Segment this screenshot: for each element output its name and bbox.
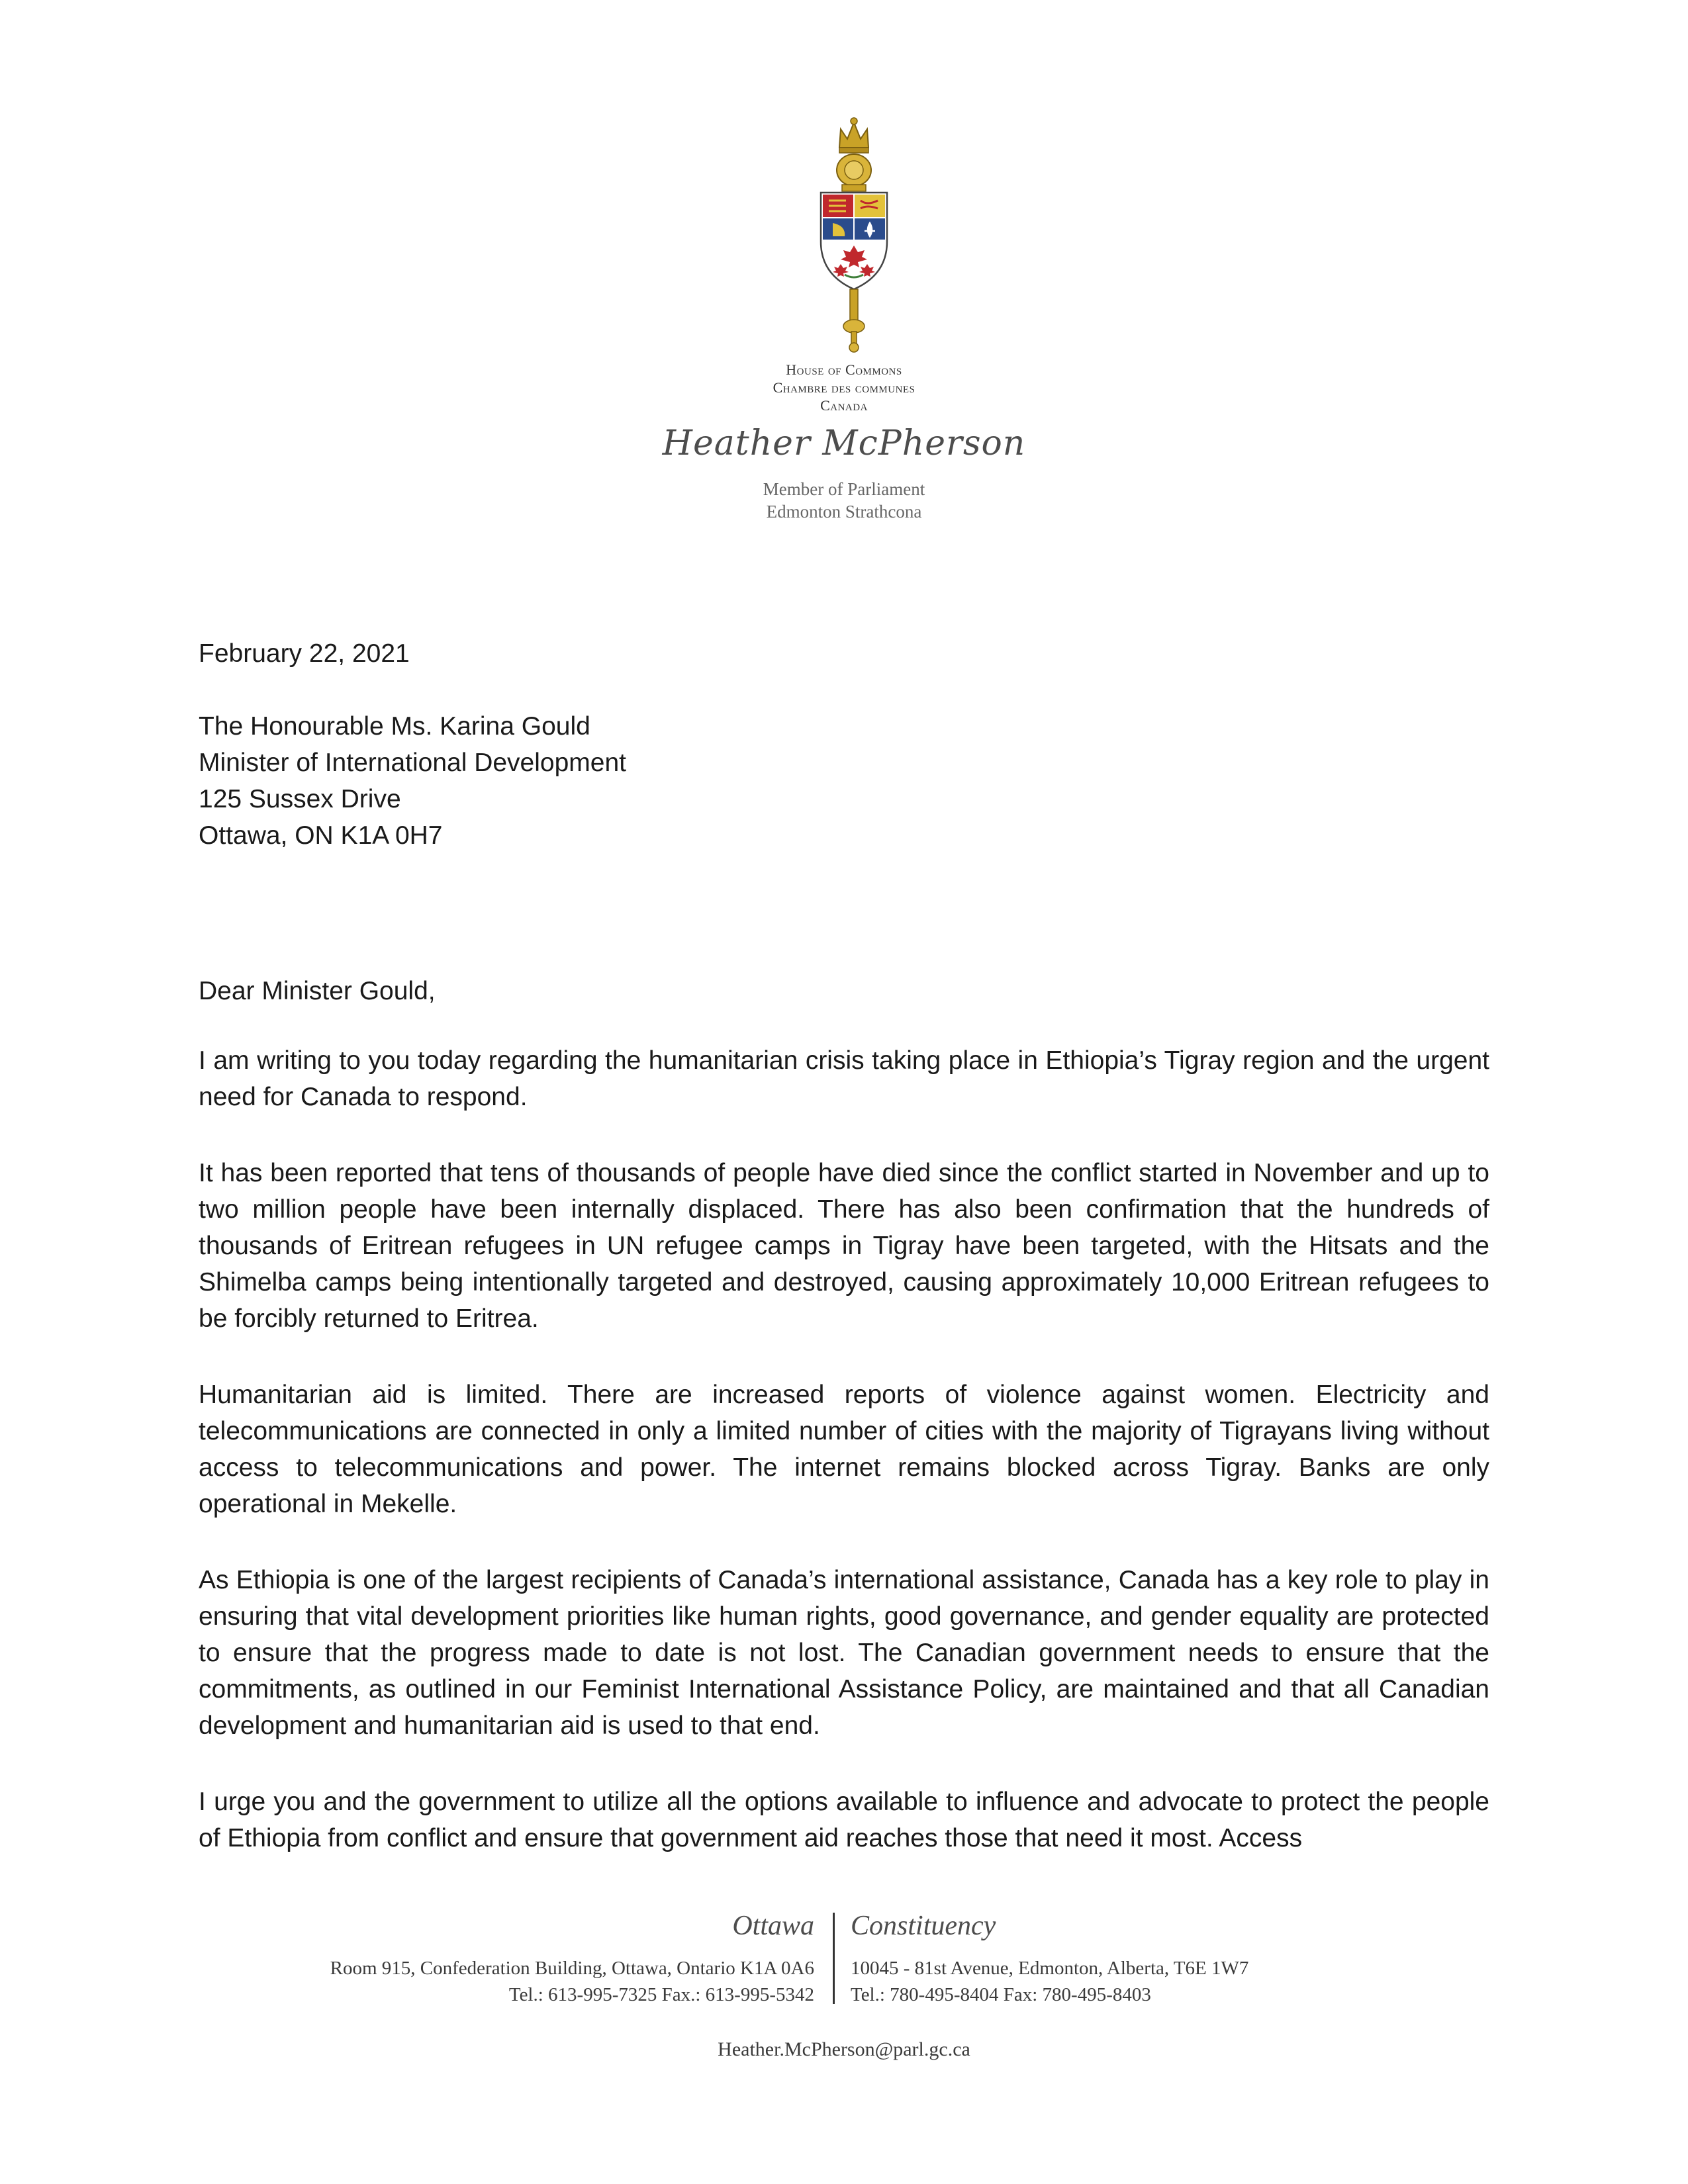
country-label: Canada bbox=[820, 397, 868, 414]
house-en-label: House of Commons bbox=[786, 361, 902, 378]
constituency-address: 10045 - 81st Avenue, Edmonton, Alberta, T6E 1W7 bbox=[851, 1958, 1249, 1979]
salutation: Dear Minister Gould, bbox=[199, 977, 436, 1005]
constituency-phone: Tel.: 780-495-8404 Fax: 780-495-8403 bbox=[851, 1984, 1151, 2005]
constituency-office-label: Constituency bbox=[851, 1911, 996, 1941]
recipient-street: 125 Sussex Drive bbox=[199, 785, 401, 813]
letter-date: February 22, 2021 bbox=[199, 639, 410, 668]
ottawa-office-details bbox=[330, 1955, 814, 2008]
paragraph-3: Humanitarian aid is limited. There are increased reports of violence against women. Electricity and telecommunications are connected in only a limited number of cities with the majority of Tigrayans living without access to telecommunications and power. The internet remains blocked across Tigray. Banks are only operational in Mekelle. bbox=[199, 1381, 1489, 1518]
house-of-commons-lines bbox=[0, 361, 1688, 414]
paragraph-2: It has been reported that tens of thousands of people have died since the conflict started in November and up to two million people have been internally displaced. There has also been confirmation that the hundreds of thousands of Eritrean refugees in UN refugee camps in Tigray have been targeted, with the Hitsats and the Shimelba camps being intentionally targeted and destroyed, causing approximately 10,000 Eritrean refugees to be forcibly returned to Eritrea. bbox=[199, 1159, 1489, 1333]
ottawa-address: Room 915, Confederation Building, Ottawa, Ontario K1A 0A6 bbox=[330, 1958, 814, 1979]
recipient-city: Ottawa, ON K1A 0H7 bbox=[199, 821, 443, 850]
paragraph-1: I am writing to you today regarding the humanitarian crisis taking place in Ethiopia’s Tigray region and the urgent need for Canada to respond. bbox=[199, 1046, 1489, 1111]
mp-title-block bbox=[0, 478, 1688, 523]
constituency-office-details bbox=[851, 1955, 1248, 2008]
ottawa-office-label: Ottawa bbox=[732, 1911, 814, 1941]
house-of-commons-mace-crest-icon bbox=[808, 116, 900, 354]
letter-footer bbox=[0, 1906, 1688, 2105]
recipient-address bbox=[199, 708, 1489, 854]
ottawa-phone: Tel.: 613-995-7325 Fax.: 613-995-5342 bbox=[508, 1984, 814, 2005]
footer-divider bbox=[833, 1913, 835, 2004]
mp-riding: Edmonton Strathcona bbox=[766, 502, 922, 522]
mp-name-signature: Heather McPherson bbox=[662, 424, 1026, 463]
paragraph-4: As Ethiopia is one of the largest recipients of Canada’s international assistance, Canada has a key role to play in ensuring that vital development priorities like human rights, good governance, and gender equality are protected to ensure that the progress made to date is not lost. The Canadian government needs to ensure that the commitments, as outlined in our Feminist International Assistance Policy, are maintained and that all Canadian development and humanitarian aid is used to that end. bbox=[199, 1566, 1489, 1740]
recipient-name: The Honourable Ms. Karina Gould bbox=[199, 712, 590, 741]
recipient-title: Minister of International Development bbox=[199, 749, 626, 777]
house-fr-label: Chambre des communes bbox=[773, 379, 915, 396]
email-address: Heather.McPherson@parl.gc.ca bbox=[718, 2038, 970, 2060]
paragraph-5: I urge you and the government to utilize all the options available to influence and advocate to protect the people of Ethiopia from conflict and ensure that government aid reaches those that need it most. Access bbox=[199, 1788, 1489, 1852]
mp-role: Member of Parliament bbox=[763, 479, 925, 499]
